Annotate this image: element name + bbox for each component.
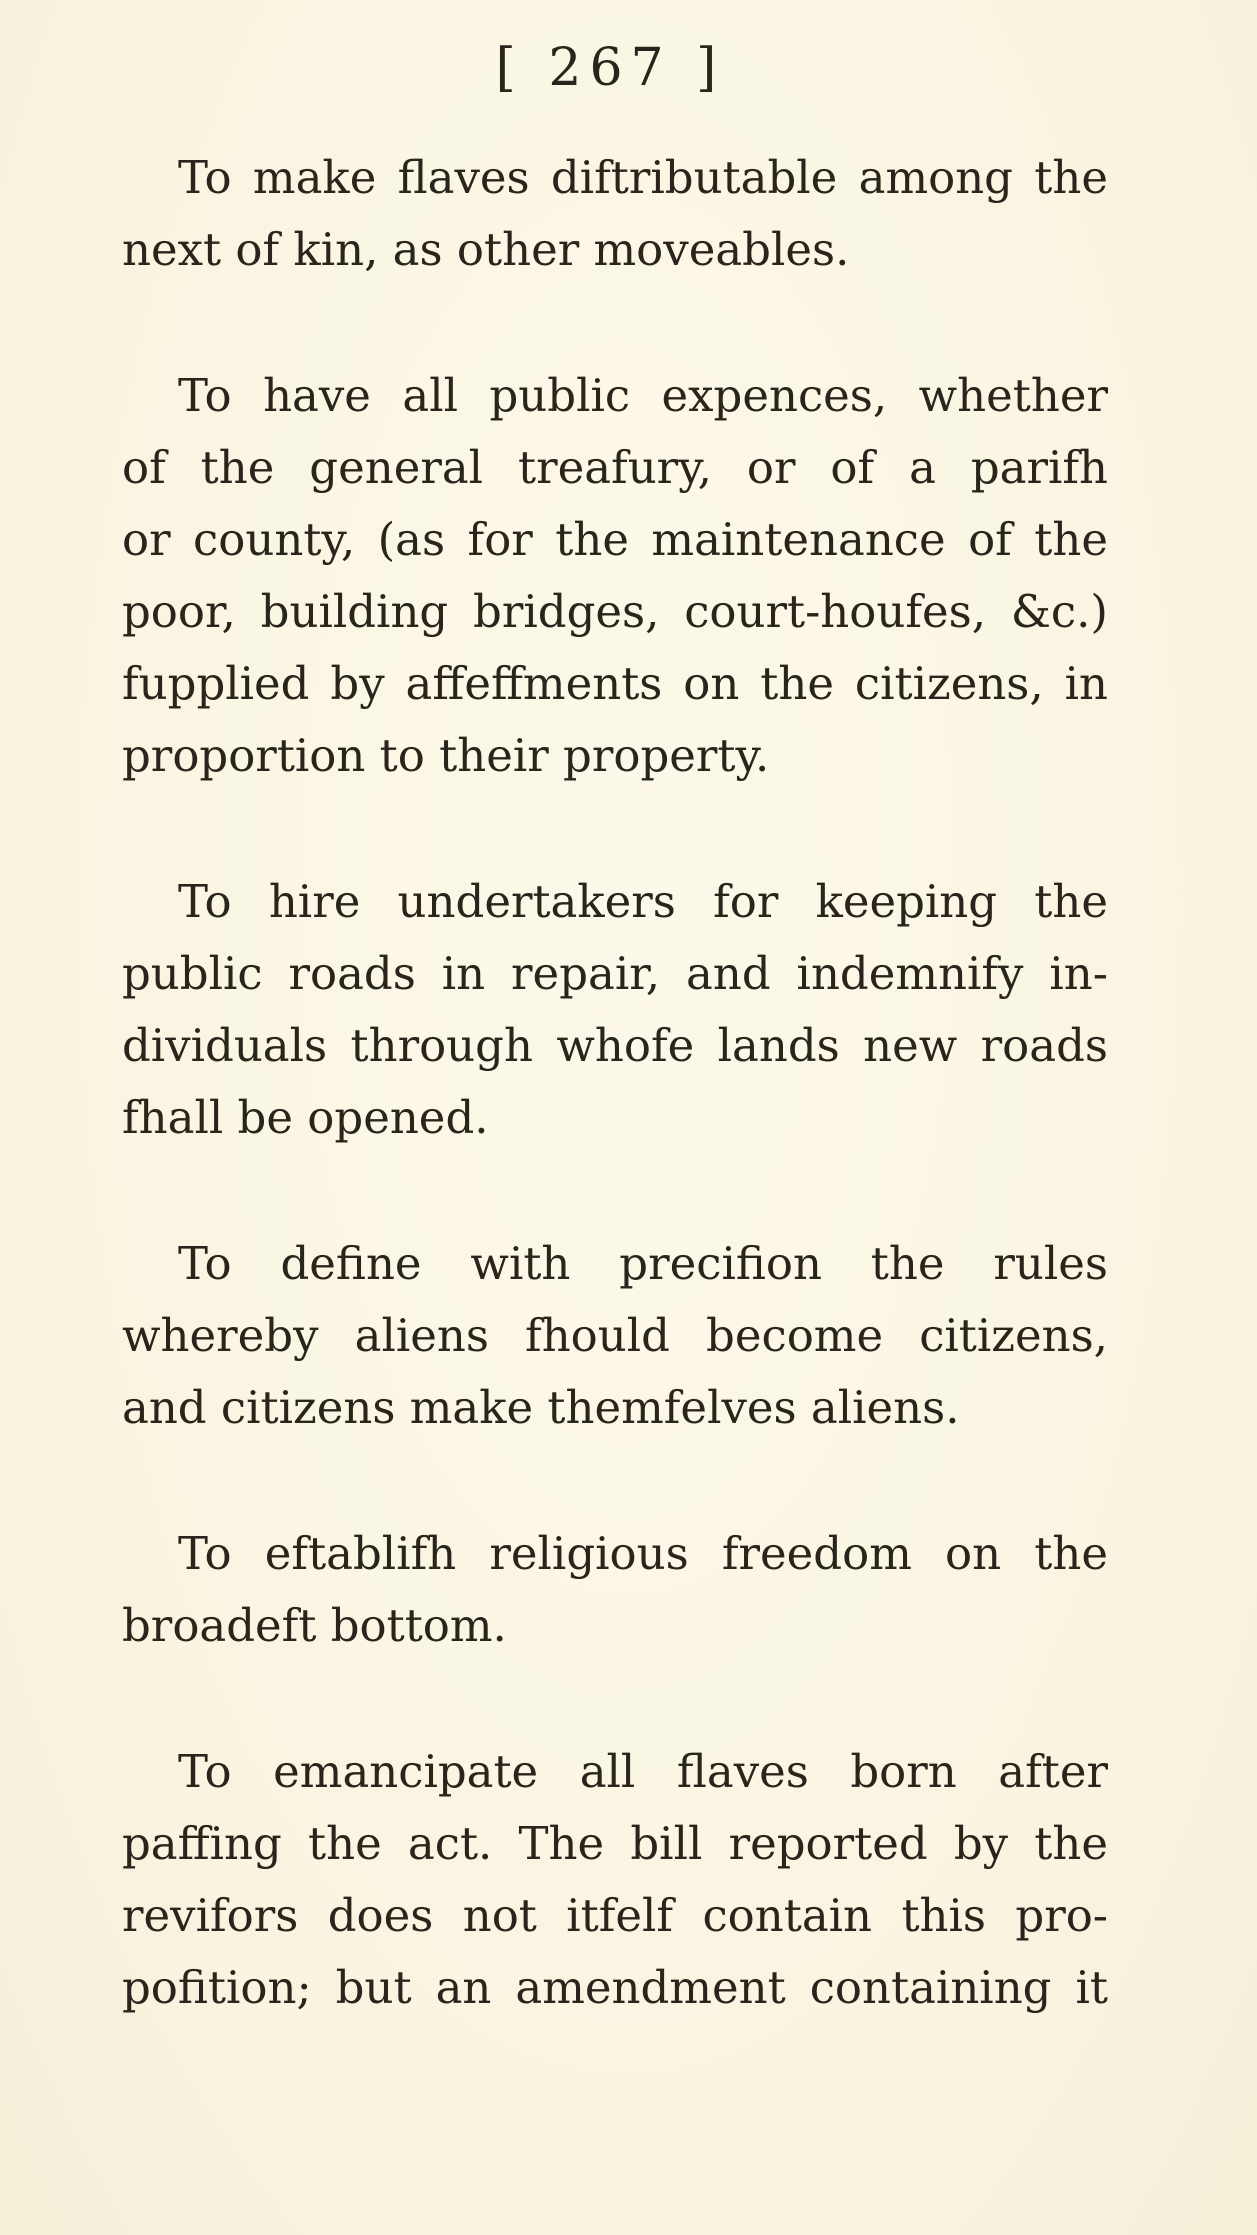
text-line: To have all public expences, whether xyxy=(178,369,1108,422)
paragraph-public-expences xyxy=(122,360,1108,792)
text-line: dividuals through whofe lands new roads xyxy=(122,1019,1108,1072)
text-line: To hire undertakers for keeping the xyxy=(178,875,1108,928)
paragraph-religious-freedom xyxy=(122,1518,1108,1662)
page-number: [ 267 ] xyxy=(495,38,725,98)
text-line: or county, (as for the maintenance of the xyxy=(122,513,1108,566)
text-line: and citizens make themfelves aliens. xyxy=(122,1381,960,1434)
text-line: whereby aliens fhould become citizens, xyxy=(122,1309,1108,1362)
text-line: paffing the act. The bill reported by the xyxy=(122,1817,1108,1870)
text-line: revifors does not itfelf contain this pro- xyxy=(122,1889,1108,1942)
body-text xyxy=(122,142,1108,2024)
text-line: To define with precifion the rules xyxy=(178,1237,1108,1290)
text-line: broadeft bottom. xyxy=(122,1599,507,1652)
text-line: public roads in repair, and indemnify in- xyxy=(122,947,1108,1000)
text-line: To eftablifh religious freedom on the xyxy=(178,1527,1108,1580)
text-line: next of kin, as other moveables. xyxy=(122,223,850,276)
paragraph-public-roads xyxy=(122,866,1108,1154)
text-line: proportion to their property. xyxy=(122,729,770,782)
text-line: To emancipate all flaves born after xyxy=(178,1745,1108,1798)
paragraph-emancipate xyxy=(122,1736,1108,2024)
text-line: fhall be opened. xyxy=(122,1091,489,1144)
text-line: fupplied by affeffments on the citizens, in xyxy=(122,657,1108,710)
text-line: To make flaves diftributable among the xyxy=(178,151,1108,204)
paragraph-slaves-distributable xyxy=(122,142,1108,286)
text-line: of the general treafury, or of a parifh xyxy=(122,441,1108,494)
text-line: pofition; but an amendment containing it xyxy=(122,1961,1108,2014)
paragraph-aliens-citizens xyxy=(122,1228,1108,1444)
text-line: poor, building bridges, court-houfes, &c.) xyxy=(122,585,1108,638)
